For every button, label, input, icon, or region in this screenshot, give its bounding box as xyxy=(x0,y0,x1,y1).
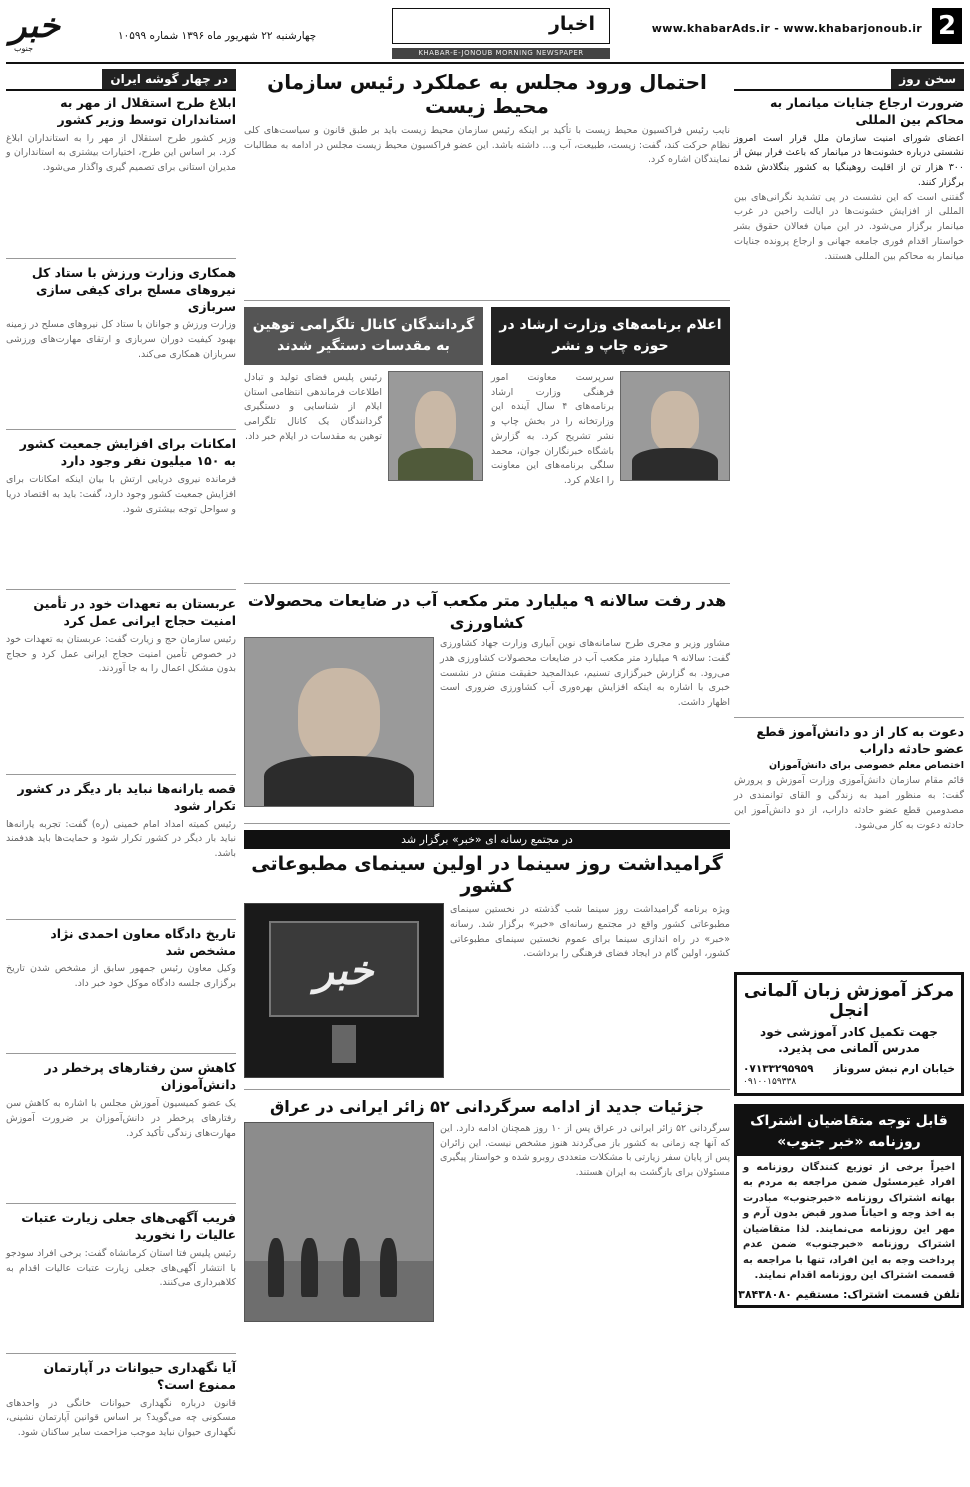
left-column xyxy=(6,68,236,1439)
province-story-body: قانون درباره نگهداری حیوانات خانگی در واحدهای مسکونی چه می‌گوید؟ بر اساس قوانین آپارتمان نشینی، نگهداری حیوان نباید موجب مزاحمت سایر ساکنان شود. xyxy=(6,1397,236,1439)
photo-face xyxy=(415,391,456,451)
divider xyxy=(6,429,236,430)
divider xyxy=(6,258,236,259)
darab-story-body: قائم مقام سازمان دانش‌آموزی وزارت آموزش و پرورش گفت: به منظور امید به زندگی و القای توانمندی در مصدومین قطع عضو حادثه داراب، از دو دانش‌آموز این حادثه دعوت به کار می‌شود. xyxy=(734,775,964,831)
environment-body: نایب رئیس فراکسیون محیط زیست با تأکید بر اینکه رئیس سازمان محیط زیست باید بر طبق قانون و سیاست‌های کلی نظام حرکت کند، گفت: زیست، طبیعت، آب و... داشته باشد. این عضو فراکسیون محیط زیست مجلس در ادامه به مطالبات نمایندگان اشاره کرد. xyxy=(244,125,730,166)
pilgrims-story-row xyxy=(244,1122,730,1462)
water-official-photo xyxy=(244,637,434,807)
ershad-story-title: اعلام برنامه‌های وزارت ارشاد در حوزه چاپ و نشر xyxy=(491,307,730,365)
right-column xyxy=(734,68,964,1425)
provinces-news-list xyxy=(6,95,236,1487)
divider xyxy=(6,1203,236,1204)
divider xyxy=(6,1053,236,1054)
province-story-title: همکاری وزارت ورزش با ستاد کل نیروهای مسلح برای کیفی سازی سربازی xyxy=(31,264,236,314)
ad-title: مرکز آموزش زبان آلمانی انجل xyxy=(743,981,955,1022)
newspaper-logo xyxy=(8,4,96,53)
water-story-row xyxy=(244,637,730,817)
masthead xyxy=(0,0,970,62)
ad-contact-row-2 xyxy=(743,1077,955,1087)
cinema-event-row xyxy=(244,903,730,1083)
ad-line1: جهت تکمیل کادر آموزشی خود xyxy=(760,1025,938,1040)
darab-story-subtitle: اختصاص معلم خصوصی برای دانش‌آموزان xyxy=(769,760,964,772)
police-official-photo xyxy=(388,371,483,481)
province-story-body: فرمانده نیروی دریایی ارتش با بیان اینکه امکانات برای افزایش جمعیت کشور وجود دارد، گفت: باید به اقتصاد دریا و سواحل توجه بیشتری شود. xyxy=(6,474,236,515)
divider xyxy=(6,774,236,775)
province-story-title: تاریخ دادگاه معاون احمدی نژاد مشخص شد xyxy=(50,925,236,958)
pilgrims-photo xyxy=(244,1122,434,1322)
german-school-ad xyxy=(734,972,964,1096)
divider xyxy=(244,823,730,824)
telegram-story xyxy=(244,307,483,577)
divider xyxy=(6,589,236,590)
province-story-title: قصه یارانه‌ها نباید بار دیگر در کشور تکرار شود xyxy=(17,780,236,813)
header-rule xyxy=(6,62,964,64)
province-story-title: آیا نگهداری حیوانات در آپارتمان ممنوع است؟ xyxy=(43,1359,236,1392)
section-name: اخبار xyxy=(548,13,595,35)
ad-contact-row xyxy=(743,1063,955,1075)
province-story-title: عربستان به تعهدات خود در تأمین امنیت حجاج ایرانی عمل کرد xyxy=(33,596,236,628)
two-story-row xyxy=(244,307,730,577)
ershad-story-row xyxy=(491,371,730,561)
editorial-title: ضرورت ارجاع جنایات میانمار به محاکم بین المللی xyxy=(769,95,964,127)
page-number: 2 xyxy=(932,8,962,44)
middle-column xyxy=(244,68,730,1425)
province-story-body: یک عضو کمیسیون آموزش مجلس با اشاره به کاهش سن رفتارهای پرخطر در دانش‌آموزان بر ضرورت آموزش مهارت‌های زندگی تأکید کرد. xyxy=(6,1098,236,1139)
site-urls[interactable]: www.khabarAds.ir - www.khabarjonoub.ir xyxy=(651,22,922,35)
divider xyxy=(244,300,730,301)
divider xyxy=(6,1353,236,1354)
logo-word: خبر xyxy=(10,6,61,46)
cinema-podium xyxy=(332,1025,356,1063)
photo-figure xyxy=(380,1238,397,1297)
pilgrims-story-body: سرگردانی ۵۲ زائر ایرانی در عراق پس از ۱۰ روز همچنان ادامه دارد. این که آنها چه زمانی به کشور باز می‌گردند هنوز مشخص نیست. این زائران پس از پایان سفر زیارتی با مشکلات متعددی روبرو شده و خواستار پیگیری مسئولان برای بازگشت به ایران هستند. xyxy=(440,1122,730,1178)
issue-date: چهارشنبه ۲۲ شهریور ماه ۱۳۹۶ شماره ۱۰۵۹۹ xyxy=(118,30,317,42)
cinema-event-title: گرامیداشت روز سینما در اولین سینمای مطبوعاتی کشور xyxy=(251,853,723,898)
province-story-title: کاهش سن رفتارهای پرخطر در دانش‌آموزان xyxy=(44,1060,236,1093)
subscription-phone[interactable]: تلفن قسمت اشتراک: مستقیم ۳۸۴۳۸۰۸۰ xyxy=(738,1287,960,1301)
cinema-hall-photo xyxy=(244,903,444,1078)
ad-phone1[interactable]: ۰۷۱۳۳۲۹۵۹۵۹ xyxy=(743,1063,814,1076)
cinema-screen-logo: خبر xyxy=(314,947,374,995)
ershad-official-photo xyxy=(620,371,730,481)
province-story-body: رئیس پلیس فتا استان کرمانشاه گفت: برخی افراد سودجو با انتشار آگهی‌های جعلی زیارت عتبات عالیات اقدام به کلاهبرداری می‌کنند. xyxy=(6,1247,236,1289)
province-story-body: رئیس سازمان حج و زیارت گفت: عربستان به تعهدات خود در خصوص تأمین امنیت حجاج ایرانی عمل کرد و حجاج بدون مشکل اعمال را به جا آوردند. xyxy=(6,633,236,675)
editorial-tag: سخن روز xyxy=(891,69,964,89)
water-story-title: هدر رفت سالانه ۹ میلیارد متر مکعب آب در ضایعات محصولات کشاورزی xyxy=(247,591,727,632)
province-story-title: فریب آگهی‌های جعلی زیارت عتبات عالیات را نخورید xyxy=(21,1210,236,1242)
section-box xyxy=(392,8,610,44)
province-story-title: ابلاغ طرح استقلال از مهر به استانداران توسط وزیر کشور xyxy=(57,95,236,127)
banner-strip: KHABAR-E-JONOUB MORNING NEWSPAPER xyxy=(392,48,610,59)
ad-line2: مدرس آلمانی می پذیرد. xyxy=(778,1041,920,1056)
subscription-ad xyxy=(734,1104,964,1308)
cinema-event-body: ویژه برنامه گرامیداشت روز سینما شب گذشته در نخستین سینمای مطبوعاتی کشور واقع در مجتمع رسانه‌ای «خبر» برگزار شد. رسانه «خبر» در راه اندازی سینما برای عموم نخستین سینمای مطبوعاتی کشور، اولین گام در ایجاد فضای فرهنگی را برداشت. xyxy=(450,904,730,960)
ad-address: خیابان ارم نبش سروناز xyxy=(833,1063,955,1076)
pilgrims-story-title: جزئیات جدید از ادامه سرگردانی ۵۲ زائر ایرانی در عراق xyxy=(270,1097,704,1117)
editorial-lead: اعضای شورای امنیت سازمان ملل قرار است امروز نشستی درباره خشونت‌ها در میانمار که باعث فرار بیش از ۳۰۰ هزار تن از اقلیت روهینگیا به کشور بنگلادش شده برگزار کنند. xyxy=(734,132,964,188)
environment-headline: احتمال ورود مجلس به عملکرد رئیس سازمان محیط زیست xyxy=(267,70,707,118)
subscription-body: اخیراً برخی از توزیع کنندگان روزنامه و افراد غیرمسئول ضمن مراجعه به مردم به بهانه اشتراک روزنامه «خبرجنوب» مبادرت به اخذ وجه و احیاناً صدور قبض بدون آرم و مهر این روزنامه می‌نمایند. لذا متقاضیان اشتراک روزنامه «خبرجنوب» ضمن عدم پرداخت وجه به این افراد، تنها با مراجعه به قسمت اشتراک این روزنامه اقدام نمایند. xyxy=(743,1161,955,1282)
divider xyxy=(734,717,964,718)
telegram-story-body: رئیس پلیس فضای تولید و تبادل اطلاعات فرماندهی انتظامی استان ایلام از شناسایی و دستگیری گردانندگان یک کانال تلگرامی توهین به مقدسات در ایلام خبر داد. xyxy=(244,372,382,442)
left-column-tag-wrap xyxy=(6,68,236,91)
right-column-tag-wrap xyxy=(734,68,964,91)
province-story-body: وزیر کشور طرح استقلال از مهر را به استانداران ابلاغ کرد. بر اساس این طرح، اختیارات بیشتری به استانداران و مدیران استانی برای تصمیم گیری واگذار می‌شود. xyxy=(6,132,236,174)
photo-figure xyxy=(268,1238,285,1297)
cinema-event-kicker: در مجتمع رسانه ای «خبر» برگزار شد xyxy=(244,830,730,849)
logo-sub: جنوب xyxy=(14,44,34,53)
provinces-tag: در چهار گوشه ایران xyxy=(102,69,236,89)
province-story-body: رئیس کمیته امداد امام خمینی (ره) گفت: تجربه یارانه‌ها نباید بار دیگر در کشور تکرار شود و حمایت‌ها باید هدفمند باشد. xyxy=(6,818,236,860)
editorial-body: گفتنی است که این نشست در پی تشدید نگرانی‌های بین المللی از افزایش خشونت‌ها در ایالت راخین در غرب میانمار برگزار می‌شود. در این میان فعالان حقوق بشر خواستار اقدام فوری جامعه جهانی و ارجاع پرونده جنایات میانمار به محاکم بین المللی هستند. xyxy=(734,191,964,262)
photo-face xyxy=(298,668,381,762)
photo-shoulders xyxy=(632,448,718,480)
province-story-body: وکیل معاون رئیس جمهور سابق از مشخص شدن تاریخ برگزاری جلسه دادگاه موکل خود خبر داد. xyxy=(6,963,236,990)
darab-story-title: دعوت به کار از دو دانش‌آموز قطع عضو حادثه داراب xyxy=(756,723,964,756)
photo-shoulders xyxy=(398,448,472,480)
province-story-body: وزارت ورزش و جوانان با ستاد کل نیروهای مسلح در زمینه بهبود کیفیت دوران سربازی و ارتقای مهارت‌های ورزشی سربازان همکاری می‌کند. xyxy=(6,319,236,360)
cinema-screen xyxy=(269,921,420,1016)
photo-figure xyxy=(301,1238,318,1297)
telegram-story-title: گردانندگان کانال تلگرامی توهین به مقدسات دستگیر شدند xyxy=(244,307,483,365)
divider xyxy=(6,919,236,920)
water-story-body: مشاور وزیر و مجری طرح سامانه‌های نوین آبیاری وزارت جهاد کشاورزی گفت: سالانه ۹ میلیارد متر مکعب آب در ضایعات محصولات کشاورزی هدر می‌رود. به گزارش خبرگزاری تسنیم، عبدالمجید حقیقت منش در نشست خبری با اشاره به اینکه افزایش بهره‌وری آب کشاورزی ضروری است اظهار داشت. xyxy=(440,638,730,709)
subscription-heading: قابل توجه متقاضیان اشتراک روزنامه «خبر جنوب» xyxy=(737,1107,961,1156)
photo-shoulders xyxy=(264,756,414,806)
ad-phone2[interactable]: ۰۹۱۰۰۱۵۹۳۳۸ xyxy=(743,1077,797,1088)
province-story-title: امکانات برای افزایش جمعیت کشور به ۱۵۰ میلیون نفر وجود دارد xyxy=(19,436,236,469)
telegram-story-row xyxy=(244,371,483,561)
ershad-story-body: سرپرست معاونت امور فرهنگی وزارت ارشاد برنامه‌های ۴ سال آینده این وزارتخانه را در بخش چاپ و نشر تشریح کرد. به گزارش باشگاه خبرنگاران جوان، محمد سلگی برنامه‌های این معاونت را اعلام کرد. xyxy=(491,372,614,487)
divider xyxy=(244,1089,730,1090)
divider xyxy=(244,583,730,584)
photo-figure xyxy=(343,1238,360,1297)
ershad-story xyxy=(491,307,730,577)
photo-face xyxy=(651,391,699,451)
